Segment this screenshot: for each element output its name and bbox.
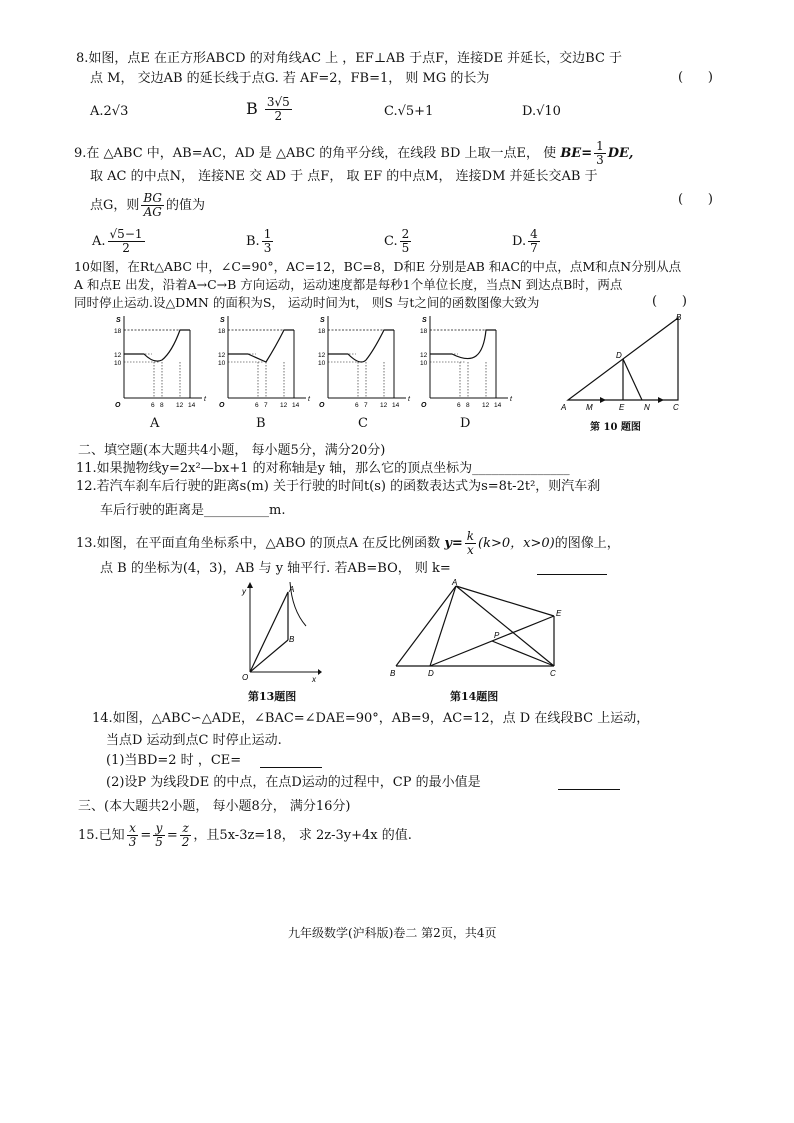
q10-graph-d-curve (430, 330, 496, 359)
q10-graph-b-origin: O (219, 402, 225, 409)
fig10-point-n: N (644, 403, 650, 412)
fig14-point-p: P (494, 631, 500, 640)
fig14 (388, 578, 568, 682)
q14-line3: (1)当BD=2 时 ，CE= (106, 753, 242, 768)
q10-graph-label-c: C (358, 416, 368, 431)
q10-graph-c-curve (328, 330, 394, 362)
q13-answer-blank[interactable] (537, 574, 607, 575)
q8-answer-paren: ( ) (678, 70, 713, 85)
fig10-point-b: B (676, 313, 682, 322)
q10-graph-a-t-label: t (204, 396, 206, 403)
q10-graph-options (112, 312, 522, 422)
q10-answer-paren: ( ) (652, 294, 687, 309)
fig13-origin: O (242, 673, 249, 682)
q10-graph-a-xtick-12: 12 (176, 402, 184, 409)
q10-graph-d-xtick-14: 14 (494, 402, 502, 409)
q10-graph-b-y12: 12 (218, 352, 226, 359)
q10-graph-b-xtick-12: 12 (280, 402, 288, 409)
q8-option-a: A.2√3 (90, 104, 129, 119)
q10-graph-a-xtick-a: 6 (151, 402, 155, 409)
q10-graph-d-origin: O (421, 402, 427, 409)
q10-graph-c-y12: 12 (318, 352, 326, 359)
q10-graph-b-t-label: t (308, 396, 310, 403)
q9-option-c: C. $\frac{2}{5}$ (384, 227, 410, 255)
q8-line2: 点 M， 交边AB 的延长线于点G. 若 AF=2，FB=1， 则 MG 的长为 (90, 71, 490, 86)
q10-graph-d-xtick-12: 12 (482, 402, 490, 409)
q13-line1: 13.如图，在平面直角坐标系中，△ABO 的顶点A 在反比例函数 y= $\frac{k}{x}$ (k>0，x>0)的图像上， (76, 529, 620, 557)
q10-graph-d-y12: 12 (420, 352, 428, 359)
q10-graph-c-xtick-b: 7 (364, 402, 368, 409)
q10-graph-label-a: A (150, 416, 160, 431)
q10-graph-a-s-label: S (116, 317, 121, 324)
fig14-point-b: B (390, 669, 396, 678)
q9-line1: 9.在 △ABC 中，AB=AC，AD 是 △ABC 的角平分线，在线段 BD 上取一点E， 使 BE= $\frac{1}{3}$ DE, (74, 139, 634, 167)
section3-title: 三、(本大题共2小题， 每小题8分， 满分16分) (78, 799, 351, 814)
q10-graph-d-y18: 18 (420, 328, 428, 335)
page-footer: 九年级数学(沪科版)卷二 第2页，共4页 (288, 926, 497, 940)
fig14-point-a: A (452, 578, 458, 587)
q10-graph-c-t-label: t (408, 396, 410, 403)
fig13-point-b: B (289, 635, 295, 644)
q14-line4: (2)设P 为线段DE 的中点，在点D运动的过程中，CP 的最小值是 (106, 775, 481, 790)
fig10-point-e: E (619, 403, 625, 412)
q10-graph-c-y10: 10 (318, 360, 326, 367)
q10-graph-a-y12: 12 (114, 352, 122, 359)
q10-figure-caption: 第 10 题图 (590, 422, 641, 433)
q14-line1: 14.如图，△ABC∽△ADE，∠BAC=∠DAE=90°，AB=9，AC=12，点 D 在线段BC 上运动， (92, 711, 650, 726)
q15-text: 15.已知 $\frac{x}{3}$ = $\frac{y}{5}$ = $\frac{z}{2}$ ，且5x-3z=18， 求 2z-3y+4x 的值. (78, 821, 412, 849)
q10-graph-d-xtick-b: 8 (466, 402, 470, 409)
fig14-point-d: D (428, 669, 434, 678)
q10-graph-label-b: B (256, 416, 266, 431)
fig13-caption: 第13题图 (248, 690, 297, 703)
fig13-point-a: A (289, 585, 295, 594)
q10-graph-b-y10: 10 (218, 360, 226, 367)
q10-graph-d-t-label: t (510, 396, 512, 403)
q10-graph-a-y10: 10 (114, 360, 122, 367)
q9-answer-paren: ( ) (678, 192, 713, 207)
q10-graph-c-xtick-14: 14 (392, 402, 400, 409)
q10-line2: A 和点E 出发，沿着A→C→B 方向运动，运动速度都是每秒1个单位长度，当点N 到达点B时，两点 (74, 277, 623, 292)
q14-part2-blank[interactable] (558, 789, 620, 790)
q12-line2: 车后行驶的距离是__________m. (100, 503, 286, 518)
fig10-point-c: C (673, 403, 679, 412)
fig10-point-m: M (586, 403, 593, 412)
fig14-point-c: C (550, 669, 556, 678)
q8-line1: 8.如图，点E 在正方形ABCD 的对角线AC 上 ，EF⊥AB 于点F，连接DE 并延长，交边BC 于 (76, 51, 623, 66)
q10-figure (560, 312, 690, 412)
q10-graph-c-origin: O (319, 402, 325, 409)
q10-graph-d-y10: 10 (420, 360, 428, 367)
fig13-y-label: y (242, 587, 246, 596)
q10-graph-a-xtick-b: 8 (160, 402, 164, 409)
fig13-x-label: x (312, 675, 316, 682)
q10-graph-b-s-label: S (220, 317, 225, 324)
q10-line1: 10如图，在Rt△ABC 中，∠C=90°，AC=12，BC=8，D和E 分别是AB 和AC的中点，点M和点N分别从点 (74, 259, 682, 274)
q13-line2: 点 B 的坐标为(4，3)，AB 与 y 轴平行. 若AB=BO， 则 k= (100, 561, 451, 576)
q10-graph-b-xtick-b: 7 (264, 402, 268, 409)
q10-graph-b-xtick-a: 6 (255, 402, 259, 409)
q10-graph-c-s-label: S (320, 317, 325, 324)
q10-graph-b-xtick-14: 14 (292, 402, 300, 409)
q14-part1-blank[interactable] (260, 767, 322, 768)
q9-line3: 点G，则 $\frac{BG}{AG}$ 的值为 (90, 191, 206, 219)
q10-graph-c-y18: 18 (318, 328, 326, 335)
q14-line2: 当点D 运动到点C 时停止运动. (106, 733, 282, 748)
q9-line2: 取 AC 的中点N， 连接NE 交 AD 于 点F， 取 EF 的中点M， 连接DM 并延长交AB 于 (90, 169, 598, 184)
q10-graph-a-curve (124, 330, 190, 361)
q8-option-d: D.√10 (522, 104, 561, 119)
q10-graph-a-y18: 18 (114, 328, 122, 335)
q9-option-d: D. $\frac{4}{7}$ (512, 227, 538, 255)
q9-option-a: A. $\frac{√5-1}{2}$ (92, 227, 143, 255)
fig10-point-d: D (616, 351, 622, 360)
fig14-caption: 第14题图 (450, 690, 499, 703)
q12-line1: 12.若汽车刹车后行驶的距离s(m) 关于行驶的时间t(s) 的函数表达式为s=8t-2t²，则汽车刹 (76, 479, 601, 494)
q8-option-b: B $\frac{3√5}{2}$ (246, 95, 290, 123)
q10-graph-b-y18: 18 (218, 328, 226, 335)
q10-graph-a-origin: O (115, 402, 121, 409)
q11-text: 11.如果抛物线y=2x²—bx+1 的对称轴是y 轴，那么它的顶点坐标为_______________ (76, 461, 570, 476)
q8-option-c: C.√5+1 (384, 104, 434, 119)
q10-graph-d-s-label: S (422, 317, 427, 324)
q9-option-b: B. $\frac{1}{3}$ (246, 227, 272, 255)
fig14-point-e: E (556, 609, 562, 618)
fig10-point-a: A (561, 403, 567, 412)
q10-graph-b-curve (228, 330, 294, 362)
q10-graph-d-xtick-a: 6 (457, 402, 461, 409)
q10-graph-a-xtick-14: 14 (188, 402, 196, 409)
q10-graph-c-xtick-a: 6 (355, 402, 359, 409)
fig13 (232, 580, 322, 682)
q10-graph-label-d: D (460, 416, 471, 431)
section2-title: 二、填空题(本大题共4小题， 每小题5分，满分20分) (78, 443, 386, 458)
q10-graph-c-xtick-12: 12 (380, 402, 388, 409)
q10-line3: 同时停止运动.设△DMN 的面积为S， 运动时间为t， 则S 与t之间的函数图像大致为 (74, 295, 540, 310)
